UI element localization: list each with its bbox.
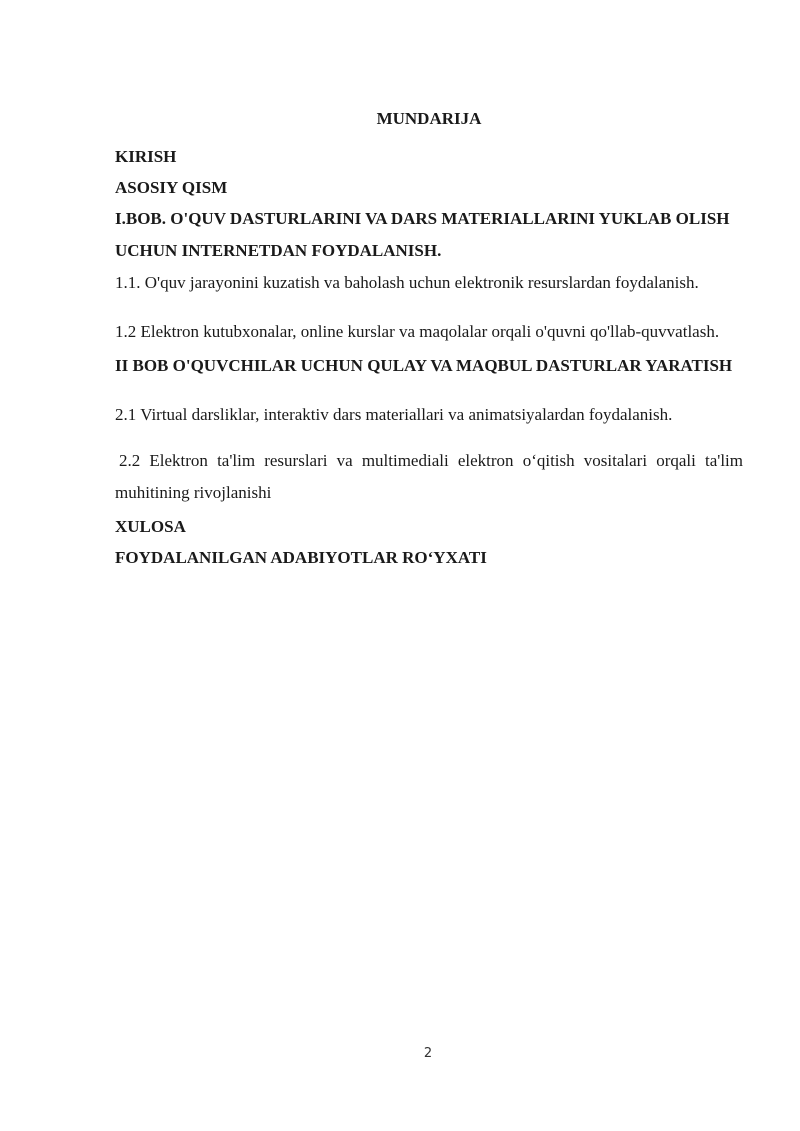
toc-entry-section-1-1: 1.1. O'quv jarayonini kuzatish va baholash uchun elektronik resurslardan foydalanish. bbox=[115, 273, 699, 292]
toc-entry-section-2-2: 2.2 Elektron ta'lim resurslari va multimediali elektron o‘qitish vositalari orqali ta'lim muhitining rivojlanishi bbox=[115, 451, 743, 502]
table-of-contents bbox=[115, 108, 743, 574]
toc-entry-main-part: ASOSIY QISM bbox=[115, 178, 228, 197]
toc-entry-references: FOYDALANILGAN ADABIYOTLAR RO‘YXATI bbox=[115, 548, 487, 567]
toc-entry-intro: KIRISH bbox=[115, 147, 177, 166]
toc-entry-section-2-1: 2.1 Virtual darsliklar, interaktiv dars materiallari va animatsiyalardan foydalanish. bbox=[115, 405, 673, 424]
toc-entry-section-1-2: 1.2 Elektron kutubxonalar, online kurslar va maqolalar orqali o'quvni qo'llab-quvvatlash. bbox=[115, 322, 720, 341]
page-title: MUNDARIJA bbox=[376, 109, 482, 128]
toc-entry-chapter-1: I.BOB. O'QUV DASTURLARINI VA DARS MATERIALLARINI YUKLAB OLISH UCHUN INTERNETDAN FOYDALANISH. bbox=[115, 209, 730, 260]
toc-entry-chapter-2: II BOB O'QUVCHILAR UCHUN QULAY VA MAQBUL DASTURLAR YARATISH bbox=[115, 356, 733, 375]
page-number: 2 bbox=[423, 1046, 433, 1061]
toc-entry-conclusion: XULOSA bbox=[115, 517, 186, 536]
